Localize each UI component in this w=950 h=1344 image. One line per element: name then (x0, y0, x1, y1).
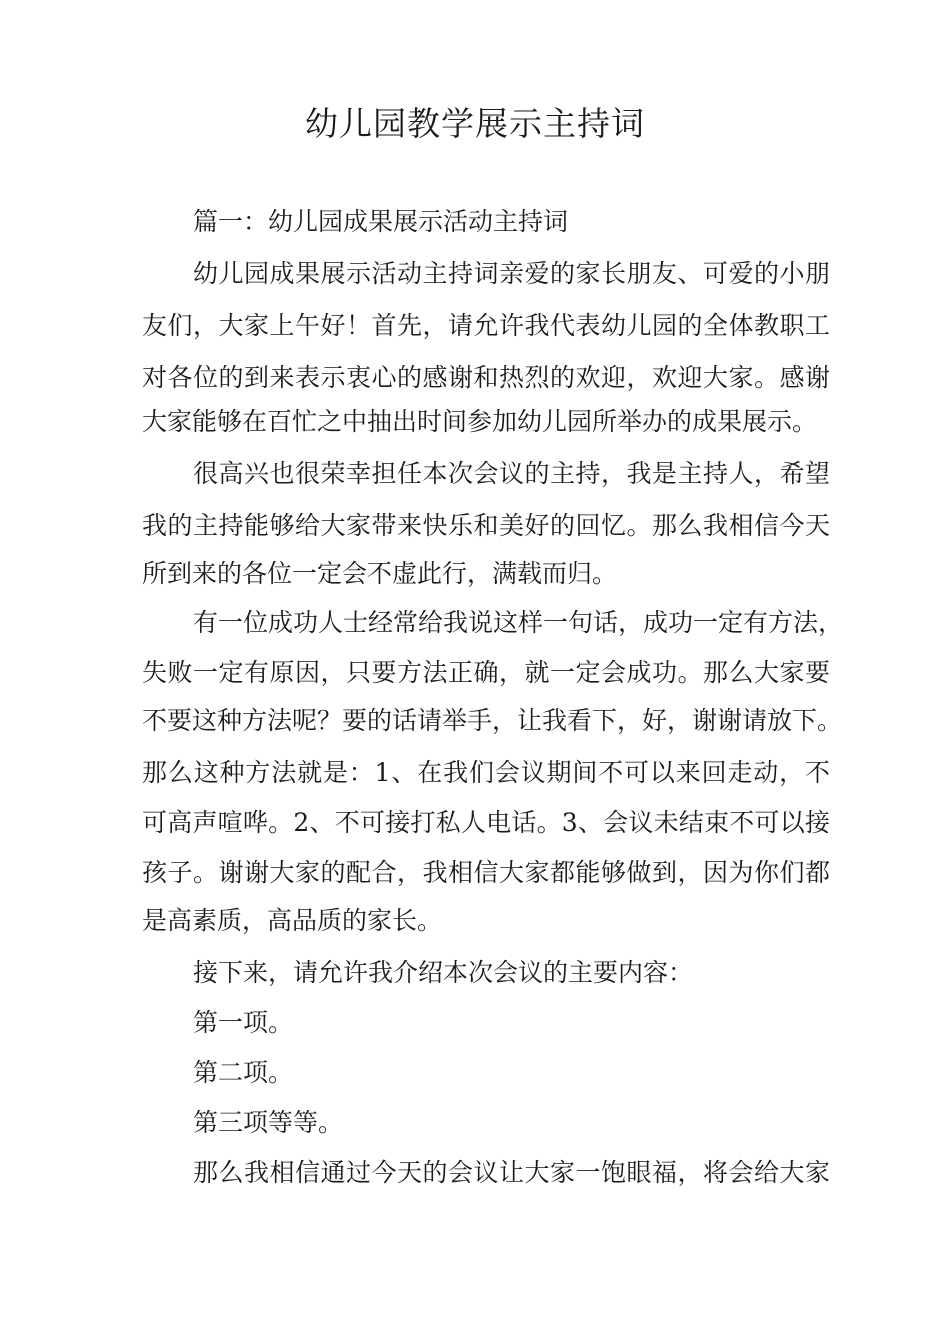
paragraph-line: 友们，大家上午好！首先，请允许我代表幼儿园的全体教职工 (142, 311, 830, 340)
list-item: 第三项等等。 (193, 1108, 344, 1137)
paragraph-line: 不要这种方法呢？要的话请举手，让我看下，好，谢谢请放下。 (142, 706, 843, 735)
paragraph-line: 接下来，请允许我介绍本次会议的主要内容： (193, 958, 694, 987)
paragraph-line: 大家能够在百忙之中抽出时间参加幼儿园所举办的成果展示。 (142, 407, 818, 436)
paragraph-line: 幼儿园成果展示活动主持词亲爱的家长朋友、可爱的小朋 (193, 259, 830, 288)
paragraph-line: 很高兴也很荣幸担任本次会议的主持，我是主持人，希望 (193, 459, 830, 488)
paragraph-line: 所到来的各位一定会不虚此行，满载而归。 (142, 559, 618, 588)
paragraph-line: 失败一定有原因，只要方法正确，就一定会成功。那么大家要 (142, 658, 830, 687)
document-title: 幼儿园教学展示主持词 (305, 104, 645, 143)
paragraph-line: 那么我相信通过今天的会议让大家一饱眼福，将会给大家 (193, 1158, 830, 1187)
paragraph-line: 是高素质，高品质的家长。 (142, 906, 443, 935)
paragraph-line: 我的主持能够给大家带来快乐和美好的回忆。那么我相信今天 (142, 511, 830, 540)
paragraph-line: 孩子。谢谢大家的配合，我相信大家都能够做到，因为你们都 (142, 858, 830, 887)
paragraph-line: 对各位的到来表示衷心的感谢和热烈的欢迎，欢迎大家。感谢 (142, 363, 830, 392)
list-item: 第一项。 (193, 1008, 294, 1037)
list-item: 第二项。 (193, 1058, 294, 1087)
paragraph-line: 有一位成功人士经常给我说这样一句话，成功一定有方法， (193, 608, 844, 637)
section-heading: 篇一：幼儿园成果展示活动主持词 (193, 207, 569, 236)
paragraph-line: 可高声喧哗。2、不可接打私人电话。3、会议未结束不可以接 (142, 808, 830, 837)
paragraph-line: 那么这种方法就是：1、在我们会议期间不可以来回走动，不 (142, 758, 830, 787)
